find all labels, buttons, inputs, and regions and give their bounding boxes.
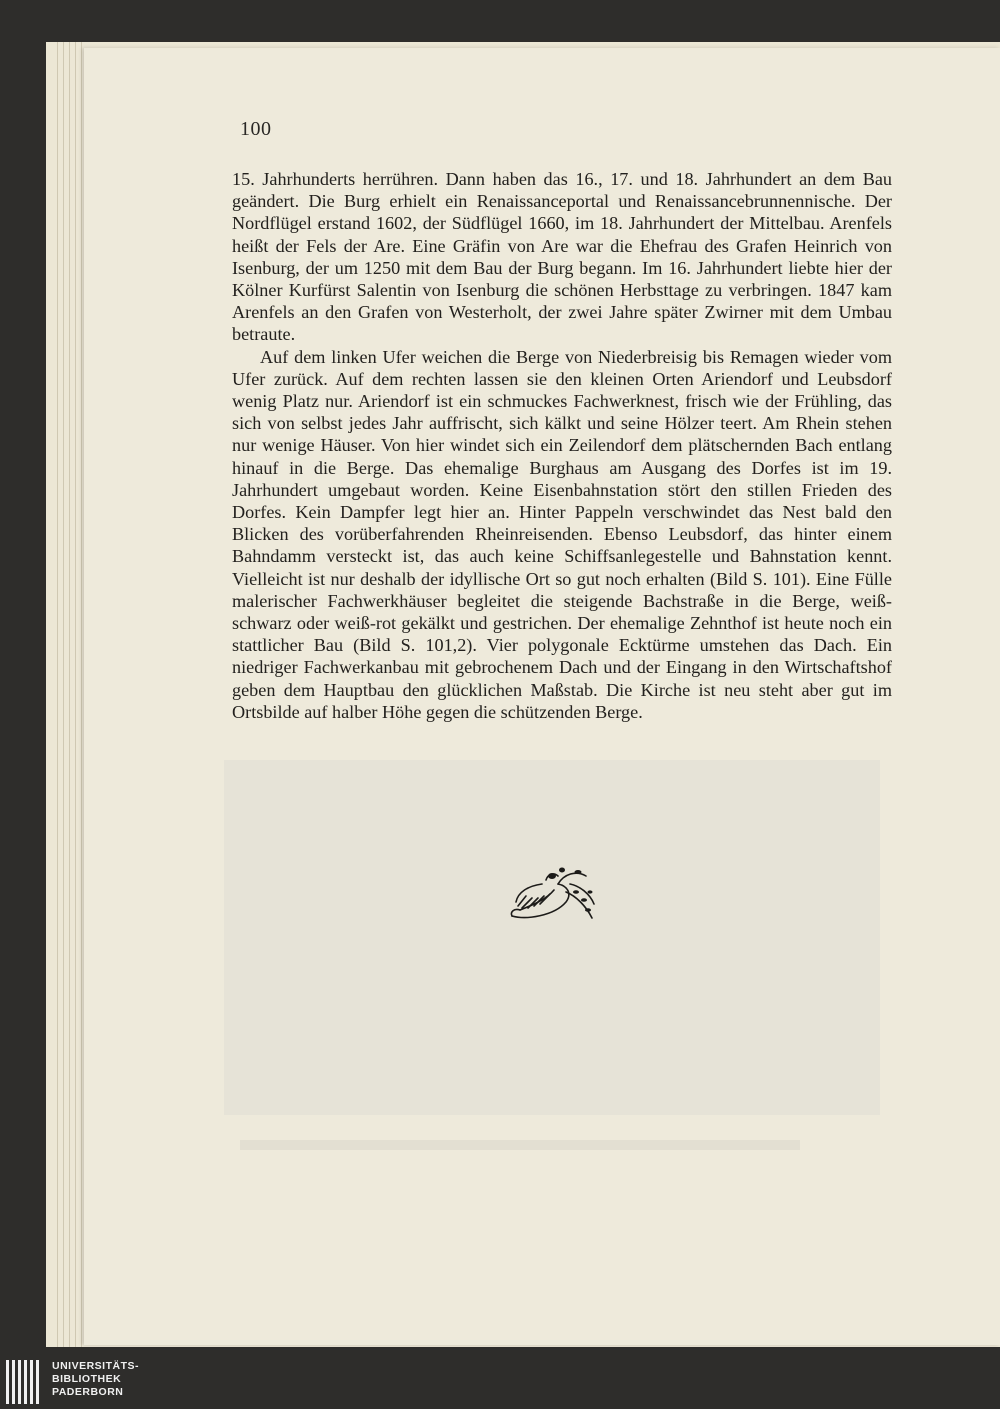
logo-line: UNIVERSITÄTS- bbox=[52, 1360, 140, 1372]
show-through-caption bbox=[240, 1140, 800, 1150]
cornucopia-icon bbox=[506, 862, 598, 924]
library-logo bbox=[0, 1356, 200, 1409]
library-logo-text bbox=[52, 1360, 139, 1399]
paragraph: Auf dem linken Ufer weichen die Berge von Niederbreisig bis Remagen wieder vom Ufer zurück. Auf dem rechten lassen sie den kleinen Orten Ariendorf und Leubsdorf wenig Platz nur. Ariendorf ist ein schmuckes Fachwerknest, frisch wie der Frühling, das sich von selbst jedes Jahr auffrischt, sich kälkt und seine Hölzer teert. Am Rhein stehen nur wenige Häuser. Von hier windet sich ein Zeilendorf dem plätschernden Bach entlang hinauf in die Berge. Das ehemalige Burghaus am Ausgang des Dorfes ist im 19. Jahrhundert umgebaut worden. Keine Eisenbahnstation stört den stillen Frieden des Dorfes. Kein Dampfer legt hier an. Hinter Pappeln verschwindet das Nest bald den Blicken des vorüberfahrenden Rheinreisenden. Ebenso Leubsdorf, das hinter einem Bahndamm versteckt ist, das auch keine Schiffsanlegestelle und Bahnstation kennt. Vielleicht ist nur deshalb der idyllische Ort so gut noch erhalten (Bild S. 101). Eine Fülle malerischer Fachwerkhäuser begleitet die steigende Bachstraße in die Berge, weiß-schwarz oder weiß-rot gekälkt und gestrichen. Der ehemalige Zehnthof ist heute noch ein stattlicher Bau (Bild S. 101,2). Vier polygonale Ecktürme umstehen das Dach. Ein niedriger Fachwerkanbau mit gebrochenem Dach und der Eingang in den Wirtschaftshof geben dem Hauptbau den glücklichen Maßstab. Die Kirche ist neu steht aber gut im Ortsbilde auf halber Höhe gegen die schützenden Berge. bbox=[232, 346, 892, 722]
logo-line: PADERBORN bbox=[52, 1386, 124, 1398]
paragraph: 15. Jahrhunderts herrühren. Dann haben das 16., 17. und 18. Jahrhundert an dem Bau geändert. Die Burg erhielt ein Renaissanceportal und Renaissancebrunnennische. Der Nordflügel erstand 1602, der Südflügel 1660, im 18. Jahrhundert der Mittelbau. Arenfels heißt der Fels der Are. Eine Gräfin von Are war die Ehefrau des Grafen Heinrich von Isenburg, der um 1250 mit dem Bau der Burg begann. Im 16. Jahrhundert liebte hier der Kölner Kurfürst Salentin von Isenburg die schönen Herbsttage zu verbringen. 1847 kam Arenfels an den Grafen von Westerholt, der zwei Jahre später Zwirner mit dem Umbau betraute. bbox=[232, 169, 892, 345]
body-text bbox=[232, 168, 892, 723]
page-edge bbox=[72, 42, 76, 1347]
page-edge bbox=[60, 42, 64, 1347]
logo-line: BIBLIOTHEK bbox=[52, 1373, 122, 1385]
library-logo-bars-icon bbox=[6, 1360, 42, 1404]
page-edge bbox=[66, 42, 70, 1347]
page-edge bbox=[78, 42, 82, 1347]
page-number: 100 bbox=[240, 118, 272, 140]
show-through-plate bbox=[224, 760, 880, 1115]
page-edge bbox=[54, 42, 58, 1347]
